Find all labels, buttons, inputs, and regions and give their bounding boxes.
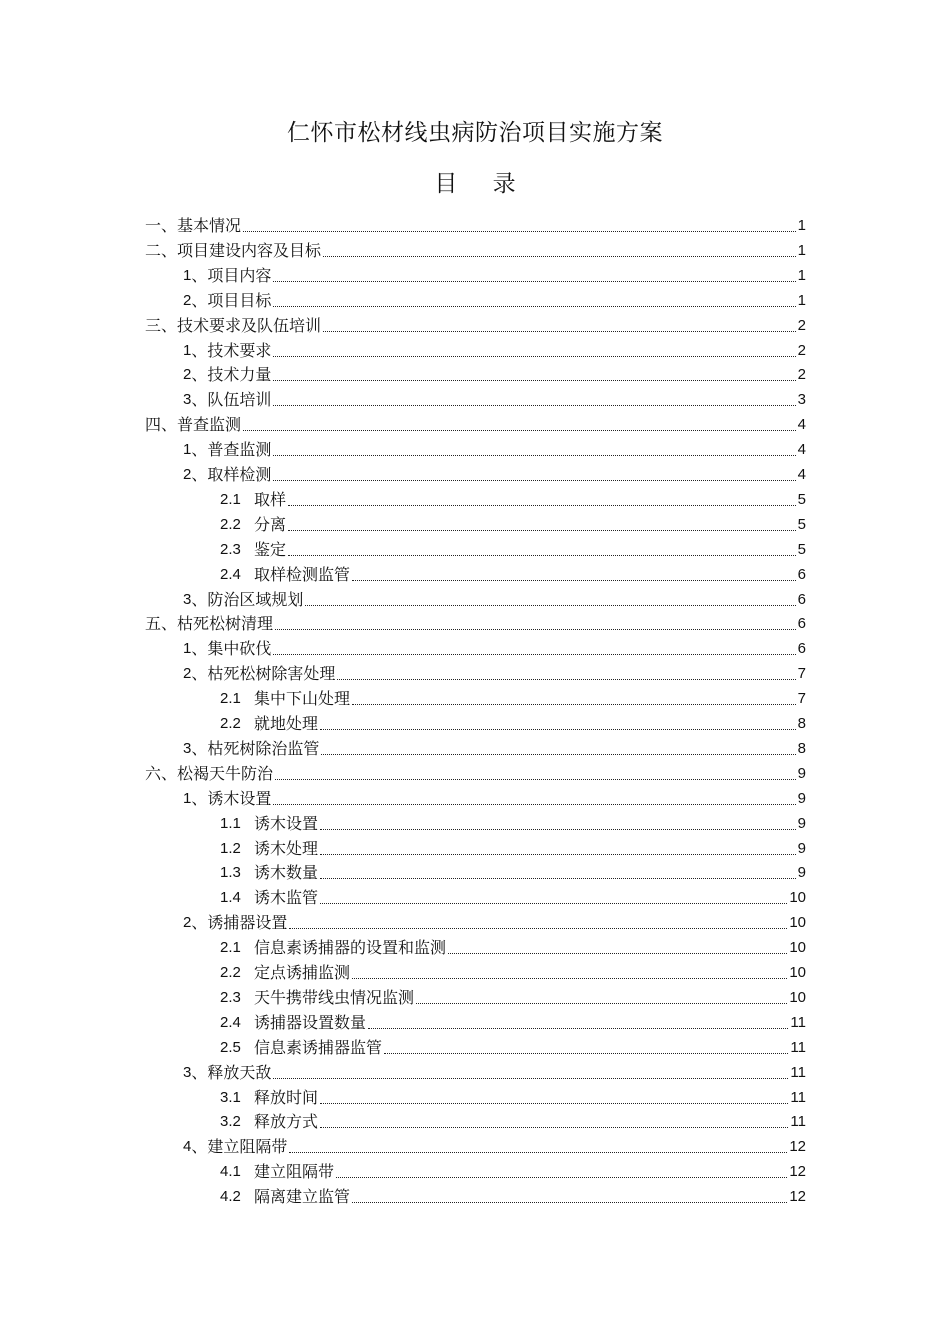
toc-entry-label: 、项目目标	[191, 290, 272, 310]
toc-page-number: 10	[789, 939, 806, 957]
toc-page-number: 6	[797, 565, 806, 583]
toc-entry-number: 1	[183, 789, 192, 807]
toc-entry[interactable]	[220, 859, 806, 884]
toc-entry-label: 、技术力量	[191, 365, 272, 385]
toc-entry[interactable]	[220, 1009, 806, 1034]
toc-entry[interactable]	[220, 486, 806, 511]
toc-page-number: 11	[790, 1113, 806, 1131]
toc-entry[interactable]	[183, 262, 806, 287]
toc-entry-label: 天牛携带线虫情况监测	[254, 987, 415, 1007]
toc-page-number: 1	[797, 266, 806, 284]
toc-entry-number: 4.1	[220, 1163, 241, 1181]
toc-entry[interactable]	[220, 1084, 806, 1109]
toc-entry-label: 、防治区域规划	[191, 589, 304, 609]
toc-page-number: 4	[797, 466, 806, 483]
toc-entry-label: 诱捕器设置数量	[254, 1012, 367, 1032]
toc-entry-number: 4.2	[220, 1188, 241, 1206]
toc-dot-leader	[352, 1202, 787, 1203]
toc-page-number: 11	[790, 1038, 806, 1056]
toc-entry-number: 2.4	[220, 1013, 241, 1031]
toc-dot-leader	[243, 231, 796, 232]
toc-entry[interactable]	[220, 934, 806, 959]
toc-entry-label: 释放时间	[254, 1087, 319, 1107]
toc-entry-label: 取样	[254, 489, 287, 509]
toc-entry-label: 诱木处理	[254, 838, 319, 858]
toc-page-number: 10	[789, 889, 806, 907]
toc-page-number: 4	[797, 416, 806, 434]
toc-entry-label: 诱木监管	[254, 888, 319, 908]
toc-entry-number: 1.3	[220, 864, 241, 882]
toc-entry-number: 2.1	[220, 690, 241, 708]
toc-entry[interactable]	[183, 1059, 806, 1084]
toc-entry-label: 、诱捕器设置	[191, 913, 288, 933]
toc-entry[interactable]	[183, 735, 806, 760]
toc-entry-label: 隔离建立监管	[254, 1187, 351, 1207]
toc-page-number: 2	[797, 316, 806, 334]
toc-entry-number: 2.2	[220, 515, 241, 533]
toc-entry-label: 、枯死松树除害处理	[191, 664, 336, 684]
toc-dot-leader	[273, 455, 795, 456]
toc-entry[interactable]	[183, 660, 806, 685]
toc-entry[interactable]	[145, 212, 806, 237]
toc-entry[interactable]	[220, 511, 806, 536]
toc-heading: 目 录	[434, 171, 530, 197]
toc-entry[interactable]	[183, 386, 806, 411]
toc-dot-leader	[352, 978, 787, 979]
toc-page-number: 3	[797, 391, 806, 409]
toc-entry[interactable]	[220, 1108, 806, 1133]
toc-entry-number: 1	[183, 441, 192, 459]
toc-dot-leader	[352, 704, 796, 705]
toc-page-number: 1	[797, 217, 806, 234]
toc-entry[interactable]	[183, 461, 806, 486]
toc-entry[interactable]	[145, 411, 806, 436]
toc-entry[interactable]	[183, 635, 806, 660]
toc-entry[interactable]	[183, 1133, 806, 1158]
toc-dot-leader	[289, 1152, 787, 1153]
toc-page-number: 12	[789, 1188, 806, 1206]
toc-page-number: 9	[797, 814, 806, 832]
toc-entry[interactable]	[183, 586, 806, 611]
toc-entry-number: 1	[183, 640, 192, 658]
toc-page-number: 9	[797, 864, 806, 882]
toc-entry-number: 1	[183, 341, 192, 359]
toc-dot-leader	[305, 605, 795, 606]
toc-entry-label: 定点诱捕监测	[254, 963, 351, 982]
toc-entry[interactable]	[183, 785, 806, 810]
toc-dot-leader	[321, 754, 795, 755]
toc-entry-number: 2	[183, 291, 192, 309]
toc-dot-leader	[337, 679, 795, 680]
toc-page-number: 7	[797, 665, 806, 683]
toc-dot-leader	[416, 1003, 787, 1004]
toc-dot-leader	[323, 256, 796, 257]
toc-entry-label: 三、技术要求及队伍培训	[145, 315, 322, 335]
toc-page-number: 6	[797, 615, 806, 633]
toc-entry-number: 3.2	[220, 1113, 241, 1131]
toc-dot-leader	[273, 306, 795, 307]
toc-page-number: 6	[797, 640, 806, 658]
toc-entry[interactable]	[220, 835, 806, 860]
toc-page-number: 10	[789, 914, 806, 932]
toc-entry[interactable]	[145, 312, 806, 337]
toc-page-number: 1	[797, 241, 806, 259]
toc-entry-label: 、取样检测	[191, 465, 272, 484]
toc-entry-number: 4	[183, 1138, 192, 1156]
toc-dot-leader	[320, 1127, 788, 1128]
toc-dot-leader	[289, 928, 787, 929]
toc-page-number: 12	[789, 1138, 806, 1156]
toc-page-number: 5	[797, 540, 806, 558]
toc-entry-number: 3.1	[220, 1088, 241, 1106]
toc-dot-leader	[273, 1078, 788, 1079]
toc-entry-number: 3	[183, 391, 192, 409]
toc-dot-leader	[288, 555, 796, 556]
toc-entry-label: 集中下山处理	[254, 689, 351, 709]
toc-page-number: 2	[797, 341, 806, 359]
toc-entry-number: 1.4	[220, 889, 241, 907]
toc-entry-label: 就地处理	[254, 714, 319, 733]
toc-entry-label: 取样检测监管	[254, 564, 351, 584]
toc-entry-number: 2.2	[220, 715, 241, 732]
toc-entry[interactable]	[183, 361, 806, 386]
toc-entry-number: 2.1	[220, 939, 241, 957]
toc-dot-leader	[273, 380, 795, 381]
toc-dot-leader	[320, 878, 796, 879]
toc-entry-number: 2.3	[220, 988, 241, 1006]
toc-dot-leader	[368, 1028, 788, 1029]
toc-entry-number: 2	[183, 665, 192, 683]
toc-dot-leader	[275, 779, 796, 780]
toc-entry-label: 鉴定	[254, 539, 287, 559]
toc-entry[interactable]	[220, 536, 806, 561]
toc-entry[interactable]	[145, 760, 806, 785]
toc-entry-number: 1	[183, 266, 192, 284]
toc-entry-label: 、释放天敌	[191, 1062, 272, 1082]
toc-entry-number: 3	[183, 1063, 192, 1081]
toc-page-number: 9	[797, 764, 806, 782]
toc-dot-leader	[275, 629, 796, 630]
toc-dot-leader	[320, 1103, 788, 1104]
toc-dot-leader	[273, 480, 795, 481]
toc-page-number: 10	[789, 964, 806, 981]
toc-entry-number: 2	[183, 466, 192, 483]
toc-page-number: 2	[797, 366, 806, 384]
toc-entry-label: 分离	[254, 514, 287, 534]
toc-entry-label: 一、基本情况	[145, 216, 242, 235]
toc-dot-leader	[336, 1177, 787, 1178]
toc-entry[interactable]	[220, 1034, 806, 1059]
toc-dot-leader	[273, 804, 795, 805]
toc-entry-label: 、技术要求	[191, 340, 272, 360]
toc-dot-leader	[448, 953, 787, 954]
toc-entry-label: 建立阻隔带	[254, 1162, 335, 1182]
toc-entry-number: 3	[183, 739, 192, 757]
toc-entry[interactable]	[220, 1158, 806, 1183]
toc-entry-number: 3	[183, 590, 192, 608]
toc-dot-leader	[320, 729, 796, 730]
toc-entry-number: 2.3	[220, 540, 241, 558]
toc-entry-label: 六、松褐天牛防治	[145, 763, 274, 783]
toc-entry-label: 、枯死树除治监管	[191, 738, 320, 758]
toc-page-number: 8	[797, 739, 806, 757]
toc-entry[interactable]	[220, 685, 806, 710]
toc-entry-label: 诱木数量	[254, 863, 319, 883]
toc-dot-leader	[273, 281, 795, 282]
toc-entry-number: 2.4	[220, 565, 241, 583]
toc-page-number: 1	[797, 291, 806, 309]
toc-entry-number: 2.1	[220, 490, 241, 508]
toc-entry[interactable]	[183, 909, 806, 934]
toc-entry[interactable]	[220, 1183, 806, 1208]
toc-dot-leader	[352, 580, 796, 581]
toc-entry[interactable]	[145, 610, 806, 635]
toc-dot-leader	[320, 829, 796, 830]
toc-dot-leader	[320, 903, 787, 904]
toc-page-number: 8	[797, 715, 806, 732]
toc-entry-label: 、集中砍伐	[191, 639, 272, 659]
toc-page-number: 5	[797, 515, 806, 533]
toc-page-number: 12	[789, 1163, 806, 1181]
toc-entry-label: 二、项目建设内容及目标	[145, 240, 322, 260]
toc-dot-leader	[384, 1053, 788, 1054]
toc-entry-label: 释放方式	[254, 1112, 319, 1132]
toc-dot-leader	[323, 331, 796, 332]
toc-entry[interactable]	[145, 237, 806, 262]
toc-entry-number: 1.1	[220, 814, 241, 832]
toc-entry[interactable]	[220, 810, 806, 835]
toc-page-number: 9	[797, 839, 806, 857]
toc-dot-leader	[273, 356, 795, 357]
toc-page-number: 5	[797, 490, 806, 508]
toc-page-number: 11	[790, 1063, 806, 1081]
toc-entry-label: 信息素诱捕器监管	[254, 1037, 383, 1057]
toc-page-number: 11	[790, 1088, 806, 1106]
toc-entry-label: 诱木设置	[254, 813, 319, 833]
toc-page-number: 7	[797, 690, 806, 708]
toc-entry[interactable]	[220, 561, 806, 586]
toc-page-number: 6	[797, 590, 806, 608]
toc-entry[interactable]	[220, 710, 806, 735]
toc-entry[interactable]	[183, 287, 806, 312]
toc-dot-leader	[288, 505, 796, 506]
toc-entry-label: 、普查监测	[191, 440, 272, 460]
toc-entry-number: 2.2	[220, 964, 241, 981]
toc-entry[interactable]	[220, 984, 806, 1009]
toc-dot-leader	[273, 405, 795, 406]
toc-entry-label: 五、枯死松树清理	[145, 614, 274, 634]
toc-entry-number: 1.2	[220, 839, 241, 857]
toc-page-number: 10	[789, 988, 806, 1006]
toc-dot-leader	[243, 430, 796, 431]
toc-entry-number: 2.5	[220, 1038, 241, 1056]
toc-dot-leader	[273, 654, 795, 655]
toc-entry-number: 2	[183, 914, 192, 932]
toc-page-number: 9	[797, 789, 806, 807]
toc-entry-label: 、项目内容	[191, 265, 272, 285]
toc-entry-label: 、队伍培训	[191, 390, 272, 410]
toc-page-number: 4	[797, 441, 806, 459]
toc-dot-leader	[320, 854, 796, 855]
toc-entry-label: 、建立阻隔带	[191, 1137, 288, 1157]
toc-entry-label: 四、普查监测	[145, 415, 242, 435]
toc-entry[interactable]	[220, 884, 806, 909]
toc-entry[interactable]	[220, 959, 806, 984]
toc-entry-number: 2	[183, 366, 192, 384]
toc-page-number: 11	[790, 1013, 806, 1031]
document-title: 仁怀市松材线虫病防治项目实施方案	[287, 120, 663, 146]
toc-entry-label: 信息素诱捕器的设置和监测	[254, 938, 447, 958]
toc-dot-leader	[288, 530, 796, 531]
toc-entry-label: 、诱木设置	[191, 788, 272, 808]
toc-entry[interactable]	[183, 337, 806, 362]
toc-entry[interactable]	[183, 436, 806, 461]
